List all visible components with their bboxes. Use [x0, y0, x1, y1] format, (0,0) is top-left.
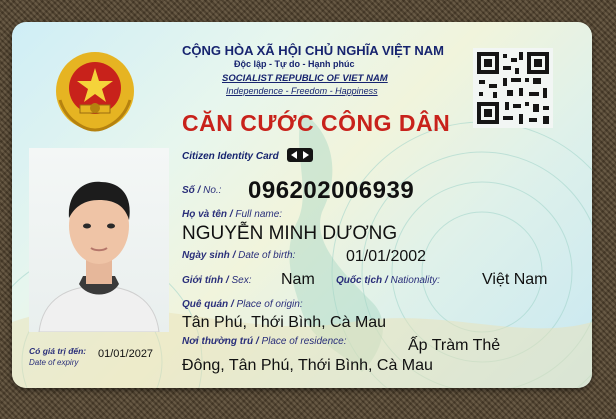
- nationality-label-vi: Quốc tịch: [336, 275, 383, 286]
- full-name-label: Họ và tên / Full name:: [182, 209, 283, 220]
- expiry-value: 01/01/2027: [98, 348, 154, 360]
- residence-value-line1: Ấp Tràm Thẻ: [408, 337, 501, 354]
- origin-value: Tân Phú, Thới Bình, Cà Mau: [182, 314, 387, 331]
- portrait-photo: [29, 148, 169, 332]
- motto-vi: Độc lập - Tự do - Hạnh phúc: [234, 59, 355, 69]
- dob-label: Ngày sinh / Date of birth:: [182, 250, 296, 261]
- expiry-label-en: [29, 358, 78, 367]
- nationality-label-en: Nationality:: [390, 275, 440, 286]
- nationality-label: Quốc tịch / Nationality:: [336, 275, 440, 286]
- sex-label-vi: Giới tính: [182, 275, 224, 286]
- residence-value-line2: Đông, Tân Phú, Thới Bình, Cà Mau: [182, 357, 433, 374]
- number-label-vi: Số: [182, 185, 195, 196]
- full-name-label-vi: Họ và tên: [182, 209, 228, 220]
- number-label-en: No.:: [203, 185, 222, 196]
- dob-value: 01/01/2002: [346, 248, 427, 265]
- card-title: CĂN CƯỚC CÔNG DÂN: [182, 110, 451, 136]
- origin-label: Quê quán / Place of origin:: [182, 299, 303, 310]
- sex-label-en: Sex:: [231, 275, 252, 286]
- expiry-label-en-text: Date of expiry: [29, 358, 79, 367]
- full-name-label-en: Full name:: [235, 209, 283, 220]
- republic-title-vi: CỘNG HÒA XÃ HỘI CHỦ NGHĨA VIỆT NAM: [182, 43, 444, 58]
- dob-label-en: Date of birth:: [238, 250, 296, 261]
- chip-icon: [287, 148, 313, 162]
- residence-label-en: Place of residence:: [261, 336, 347, 347]
- sex-value: Nam: [281, 271, 315, 288]
- national-emblem: [54, 50, 136, 132]
- number-label: Số / No.:: [182, 185, 222, 196]
- qr-code: [473, 48, 553, 128]
- motto-en: Independence - Freedom - Happiness: [226, 86, 378, 96]
- origin-label-vi: Quê quán: [182, 299, 229, 310]
- republic-title-en: SOCIALIST REPUBLIC OF VIET NAM: [222, 73, 388, 84]
- origin-label-en: Place of origin:: [236, 299, 303, 310]
- id-number: 096202006939: [248, 177, 415, 204]
- residence-label: Nơi thường trú / Place of residence:: [182, 336, 347, 347]
- expiry-label-vi: Có giá trị đến:: [29, 346, 87, 356]
- residence-label-vi: Nơi thường trú: [182, 336, 254, 347]
- sex-label: Giới tính / Sex:: [182, 275, 252, 286]
- card-subtitle: Citizen Identity Card: [182, 151, 279, 162]
- card-subtitle-row: [182, 146, 313, 164]
- full-name-value: NGUYỄN MINH DƯƠNG: [182, 223, 398, 244]
- dob-label-vi: Ngày sinh: [182, 250, 230, 261]
- id-card: [12, 22, 592, 388]
- nationality-value: Việt Nam: [482, 271, 548, 288]
